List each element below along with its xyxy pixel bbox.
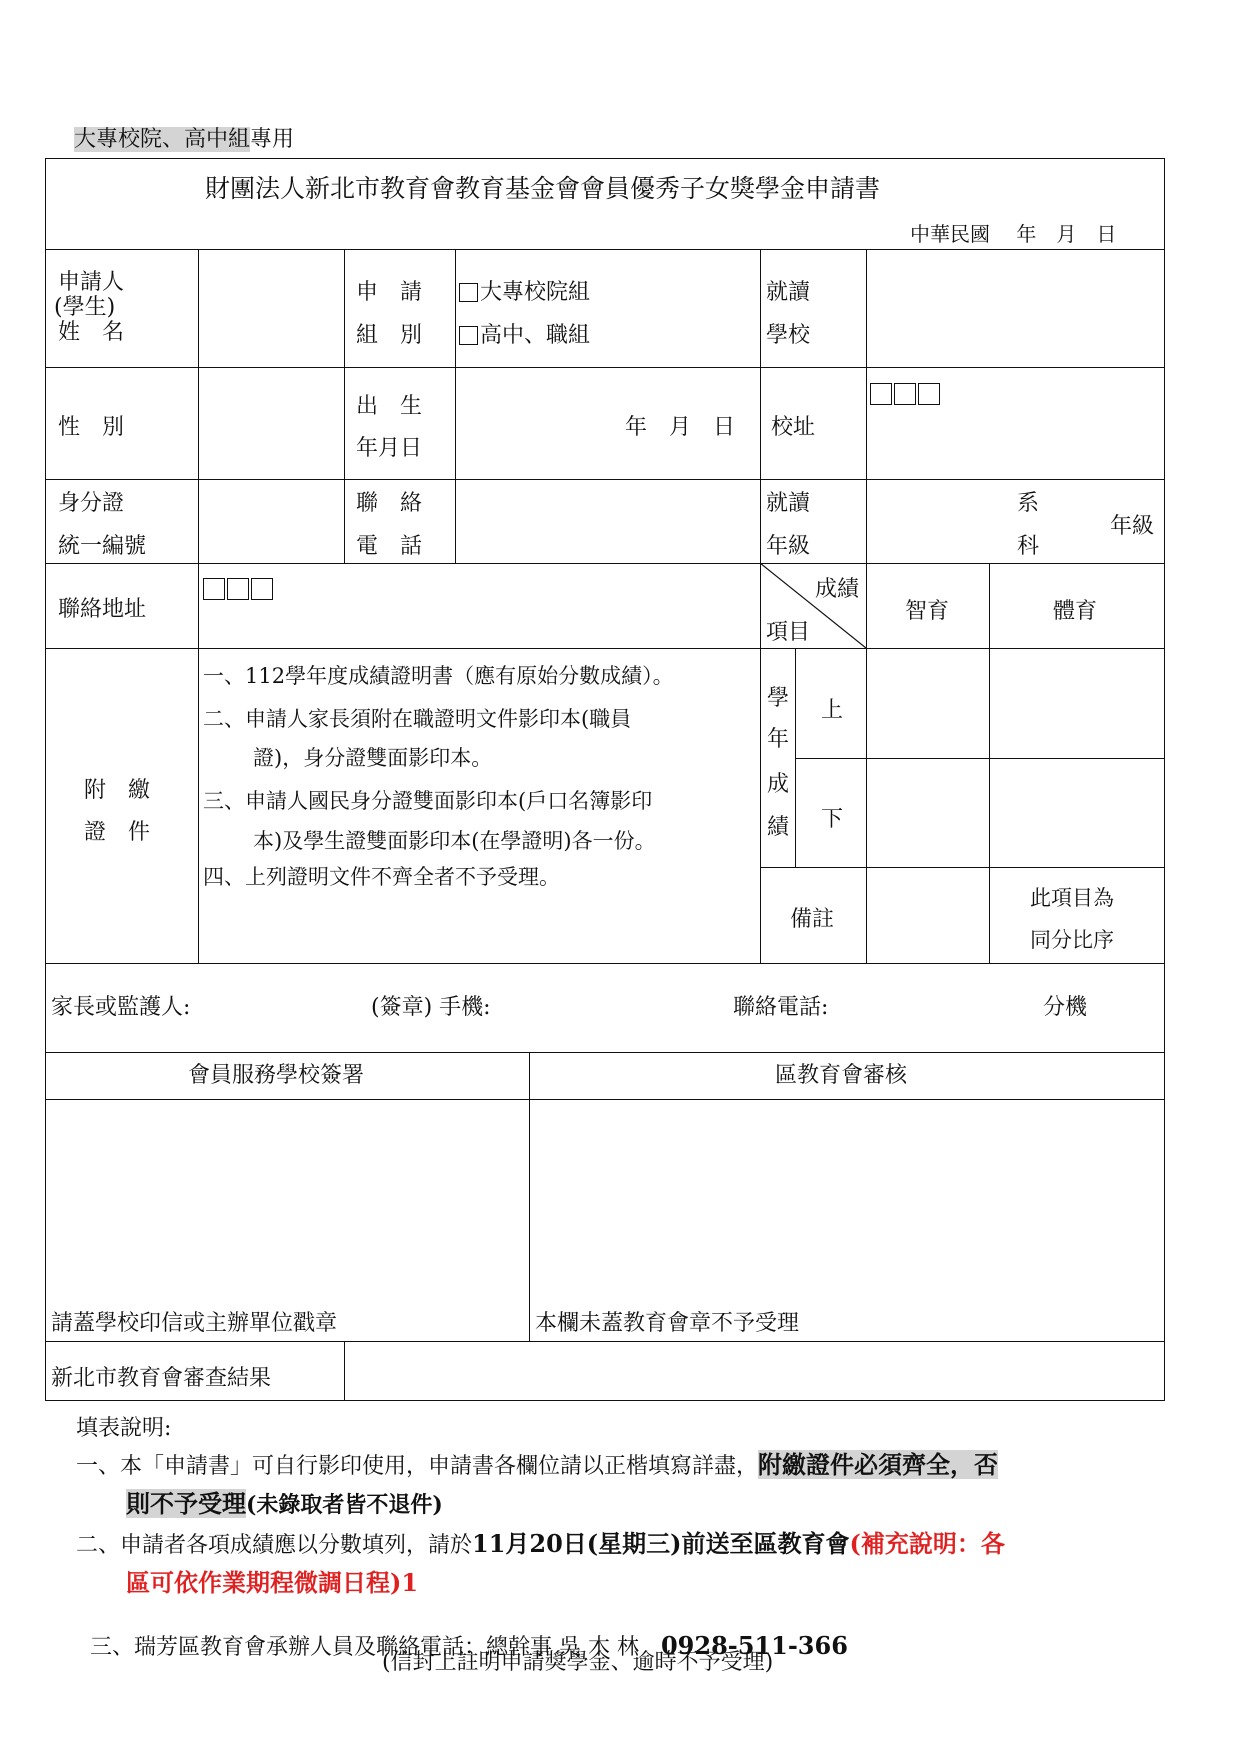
form-title: 財團法人新北市教育會教育基金會會員優秀子女獎學金申請書: [205, 174, 881, 203]
year-score-char-3: 成: [767, 772, 790, 797]
school-address-label: 校址: [771, 415, 816, 440]
remarks-note: 此項目為: [1030, 886, 1114, 910]
phone-label-2: 電 話: [356, 534, 423, 559]
semester-up: 上: [821, 698, 844, 723]
instruction-3: 三、瑞芳區教育會承辦人員及聯絡電話：總幹事 吳 木 林 0928-511-366: [90, 1631, 848, 1660]
attach-item-2: 二、申請人家長須附在職證明文件影印本(職員: [203, 707, 632, 731]
attach-label-2: 證 件: [84, 820, 151, 845]
option-college[interactable]: 大專校院組: [459, 282, 590, 304]
remarks-note-2: 同分比序: [1030, 928, 1114, 952]
option-highschool[interactable]: 高中、職組: [459, 325, 590, 347]
guardian-label: 家長或監護人:: [51, 995, 191, 1020]
physical-header: 體育: [1053, 599, 1098, 624]
intellectual-header: 智育: [905, 599, 950, 624]
remarks-label: 備註: [790, 907, 835, 932]
instructions-heading: 填表說明:: [76, 1416, 172, 1441]
group-label: 申 請: [356, 280, 423, 305]
grade-label: 就讀: [766, 491, 811, 516]
course-unit: 科: [1017, 534, 1040, 559]
id-label-2: 統一編號: [58, 534, 147, 559]
address-label: 聯絡地址: [58, 597, 147, 622]
instruction-1: 一、本「申請書」可自行影印使用，申請書各欄位請以正楷填寫詳盡，附繳證件必須齊全，否: [76, 1450, 999, 1479]
usage-tag: 大專校院、高中組專用: [74, 127, 295, 152]
district-stamp-note: 本欄未蓋教育會章不予受理: [535, 1311, 800, 1336]
instruction-1-cont: 則不予受理(未錄取者皆不退件): [126, 1489, 443, 1518]
birth-label: 出 生: [356, 394, 423, 419]
extension-label: 分機: [1043, 995, 1088, 1020]
school-label: 就讀: [766, 280, 811, 305]
attach-item-1: 一、112學年度成績證明書（應有原始分數成績）。: [203, 664, 674, 688]
date-line: 中華民國 年 月 日: [910, 222, 1117, 246]
dept-unit: 系: [1017, 491, 1040, 516]
contact-phone-label: 聯絡電話:: [733, 995, 829, 1020]
attach-item-4: 四、上列證明文件不齊全者不予受理。: [203, 865, 560, 889]
gender-label: 性 別: [58, 415, 125, 440]
group-label-2: 組 別: [356, 323, 423, 348]
school-stamp-note: 請蓋學校印信或主辦單位戳章: [51, 1311, 338, 1336]
year-score-char-2: 年: [767, 727, 790, 752]
footer-note: (信封上註明申請獎學金、逾時不予受理): [382, 1650, 774, 1675]
applicant-name-label-sub: (學生): [54, 295, 116, 320]
college-checkbox[interactable]: [459, 283, 478, 302]
highschool-checkbox[interactable]: [459, 326, 478, 345]
sign-mobile-label: (簽章) 手機:: [371, 995, 491, 1020]
id-label: 身分證: [58, 491, 125, 516]
school-zip-boxes[interactable]: [870, 383, 942, 407]
grade-unit: 年級: [1110, 514, 1155, 539]
attach-item-3: 三、申請人國民身分證雙面影印本(戶口名簿影印: [203, 789, 653, 813]
review-result-label: 新北市教育會審查結果: [51, 1366, 272, 1391]
applicant-name-label: 申請人: [58, 270, 125, 295]
school-label-2: 學校: [766, 323, 811, 348]
grade-label-2: 年級: [766, 534, 811, 559]
attach-label: 附 繳: [84, 778, 151, 803]
birth-label-2: 年月日: [356, 436, 423, 461]
birth-ymd: 年 月 日: [625, 415, 736, 440]
score-header-bottom: 項目: [766, 620, 811, 645]
address-zip-boxes[interactable]: [203, 578, 275, 602]
district-review-header: 區教育會審核: [775, 1063, 908, 1088]
attach-item-2b: 證)，身分證雙面影印本。: [253, 746, 493, 770]
phone-label: 聯 絡: [356, 491, 423, 516]
school-sign-header: 會員服務學校簽署: [188, 1063, 365, 1088]
year-score-char-1: 學: [767, 686, 790, 711]
instruction-2-cont: 區可依作業期程微調日程)1: [126, 1568, 419, 1597]
instruction-2: 二、申請者各項成績應以分數填列，請於11月20日(星期三)前送至區教育會(補充說明：各: [76, 1529, 1005, 1558]
score-header-top: 成績: [815, 577, 860, 602]
applicant-name-label-name: 姓 名: [58, 320, 125, 345]
attach-item-3b: 本)及學生證雙面影印本(在學證明)各一份。: [253, 829, 656, 853]
semester-down: 下: [821, 807, 844, 832]
year-score-char-4: 績: [767, 815, 790, 840]
